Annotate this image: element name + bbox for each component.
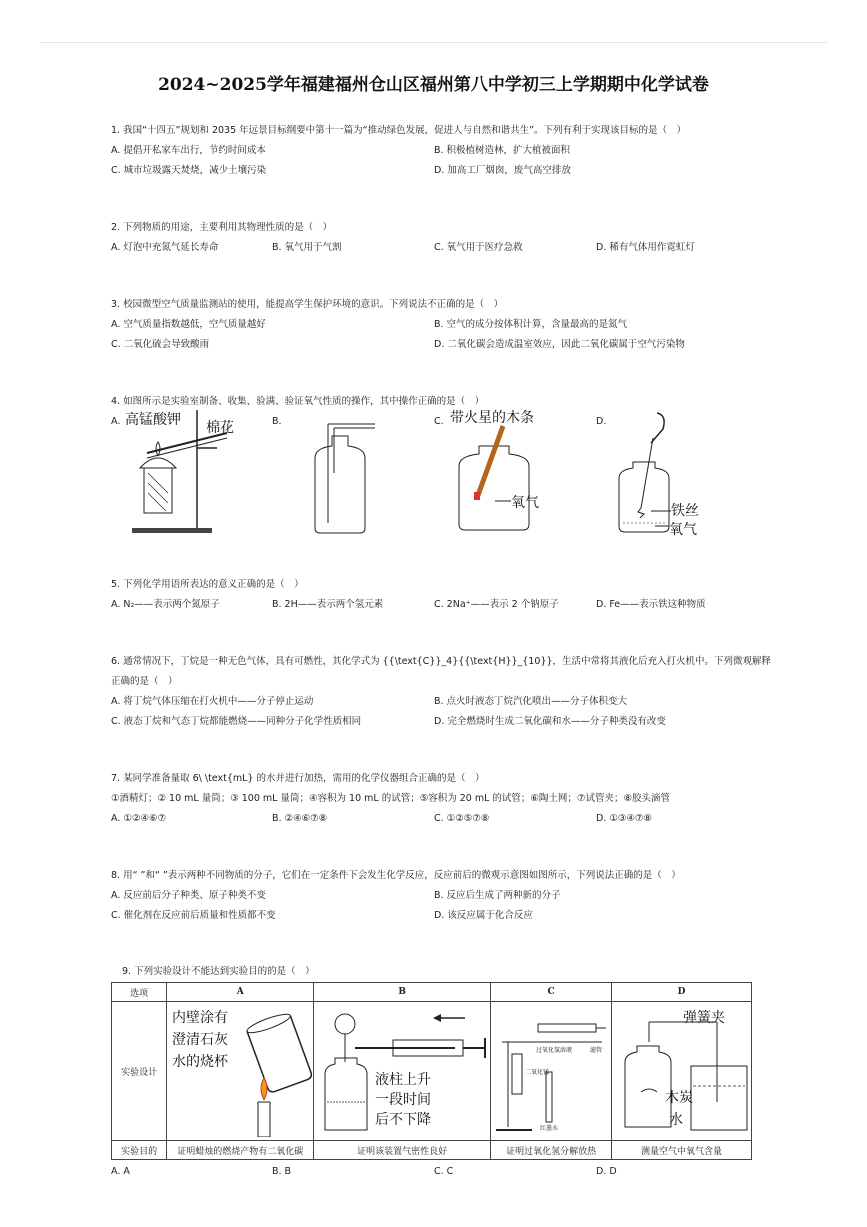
top-divider bbox=[40, 42, 827, 43]
table-row-design bbox=[112, 1002, 752, 1141]
q7-option-c[interactable]: C. ①②⑤⑦⑧ bbox=[434, 813, 490, 824]
q4-figure-b-gas-bottle bbox=[290, 418, 380, 538]
q5-stem: 5. 下列化学用语所表达的意义正确的是（ ） bbox=[111, 579, 304, 590]
q8-option-b[interactable]: B. 反应后生成了两种新的分子 bbox=[434, 890, 561, 901]
q1-option-a[interactable]: A. 提倡开私家车出行，节约时间成本 bbox=[111, 145, 266, 156]
q4-figure-d-iron-wire bbox=[605, 408, 715, 538]
q5-option-c[interactable]: C. 2Na⁺——表示 2 个钠原子 bbox=[434, 599, 559, 610]
table-header-cell: 选项 bbox=[112, 983, 167, 1002]
q1-option-c[interactable]: C. 城市垃圾露天焚烧，减少土壤污染 bbox=[111, 165, 267, 176]
figc-text: 红墨水 bbox=[540, 1125, 559, 1132]
q2-option-c[interactable]: C. 氧气用于医疗急救 bbox=[434, 242, 523, 253]
q3-option-a[interactable]: A. 空气质量指数越低，空气质量越好 bbox=[111, 319, 266, 330]
figd-text: 弹簧夹 bbox=[683, 1010, 726, 1026]
q4-figd-label-iron-wire: 铁丝 bbox=[671, 503, 699, 519]
figc-text: 二氧化锰 bbox=[525, 1069, 550, 1076]
q7-option-d[interactable]: D. ①③④⑦⑧ bbox=[596, 813, 652, 824]
q9-option-d[interactable]: D. D bbox=[596, 1166, 617, 1177]
q4-option-a[interactable]: A. bbox=[111, 416, 121, 427]
q4-option-b[interactable]: B. bbox=[272, 416, 282, 427]
table-header-cell: B bbox=[314, 983, 491, 1002]
q6-option-d[interactable]: D. 完全燃烧时生成二氧化碳和水——分子种类没有改变 bbox=[434, 716, 666, 727]
q5-option-d[interactable]: D. Fe——表示铁这种物质 bbox=[596, 599, 706, 610]
figc-text: 滤管 bbox=[590, 1047, 603, 1054]
goal-cell-c: 证明过氧化氢分解放热 bbox=[491, 1141, 612, 1160]
row-label-goal: 实验目的 bbox=[112, 1141, 167, 1160]
figc-text: 过氧化氢溶液 bbox=[536, 1047, 573, 1054]
figd-text: 水 bbox=[669, 1112, 684, 1128]
table-header-cell: D bbox=[612, 983, 752, 1002]
table-header-row bbox=[112, 983, 752, 1002]
q4-figa-label-cotton: 棉花 bbox=[206, 420, 234, 436]
q6-stem-line1: 6. 通常情况下，丁烷是一种无色气体，具有可燃性，其化学式为 {{\text{C}}_4}{{\text{H}}_{10}}，生活中常将其液化后充入打火机中。下列微观解释 bbox=[111, 656, 772, 667]
q7-option-a[interactable]: A. ①②④⑥⑦ bbox=[111, 813, 166, 824]
q9-option-c[interactable]: C. C bbox=[434, 1166, 454, 1177]
row-label-design: 实验设计 bbox=[112, 1002, 167, 1141]
table-header-cell: C bbox=[491, 983, 612, 1002]
design-cell-c bbox=[491, 1002, 612, 1141]
q8-option-a[interactable]: A. 反应前后分子种类、原子种类不变 bbox=[111, 890, 266, 901]
q2-stem: 2. 下列物质的用途，主要利用其物理性质的是（ ） bbox=[111, 222, 333, 233]
figb-text: 后不下降 bbox=[375, 1112, 432, 1128]
table-row-goal bbox=[112, 1141, 752, 1160]
fig-a-beaker-over-candle bbox=[168, 1002, 312, 1137]
figa-text: 水的烧杯 bbox=[172, 1054, 229, 1070]
goal-cell-b: 证明该装置气密性良好 bbox=[314, 1141, 491, 1160]
q7-stem: 7. 某同学准备量取 6\ \text{mL} 的水并进行加热，需用的化学仪器组合正确的是（ ） bbox=[111, 773, 485, 784]
q8-option-c[interactable]: C. 催化剂在反应前后质量和性质都不变 bbox=[111, 910, 276, 921]
q7-option-b[interactable]: B. ②④⑥⑦⑧ bbox=[272, 813, 328, 824]
q5-option-b[interactable]: B. 2H——表示两个氢元素 bbox=[272, 599, 384, 610]
q4-figure-c-splint-test bbox=[445, 406, 555, 536]
q4-option-d[interactable]: D. bbox=[596, 416, 607, 427]
q6-stem-line2: 正确的是（ ） bbox=[111, 676, 178, 687]
q4-figure-a-heating-apparatus bbox=[122, 408, 242, 538]
q7-instrument-list: ①酒精灯；② 10 mL 量筒；③ 100 mL 量筒；④容积为 10 mL 的试管；⑤容积为 20 mL 的试管；⑥陶土网；⑦试管夹；⑧胶头滴管 bbox=[111, 793, 670, 804]
q3-stem: 3. 校园微型空气质量监测站的使用，能提高学生保护环境的意识。下列说法不正确的是（ ） bbox=[111, 299, 504, 310]
q4-stem: 4. 如图所示是实验室制备、收集、验满、验证氧气性质的操作，其中操作正确的是（ ） bbox=[111, 396, 485, 407]
page-title: 2024~2025学年福建福州仓山区福州第八中学初三上学期期中化学试卷 bbox=[158, 75, 709, 95]
figa-text: 澄清石灰 bbox=[172, 1032, 229, 1048]
q2-option-a[interactable]: A. 灯泡中充氮气延长寿命 bbox=[111, 242, 219, 253]
q4-figd-label-oxygen: 氧气 bbox=[669, 522, 697, 538]
figa-text: 内壁涂有 bbox=[172, 1010, 229, 1026]
goal-cell-a: 证明蜡烛的燃烧产物有二氧化碳 bbox=[167, 1141, 314, 1160]
q4-figc-label-oxygen: 氧气 bbox=[511, 495, 539, 511]
q4-figa-label-kmno4: 高锰酸钾 bbox=[125, 412, 181, 428]
design-cell-b bbox=[314, 1002, 491, 1141]
q2-option-d[interactable]: D. 稀有气体用作霓虹灯 bbox=[596, 242, 695, 253]
q3-option-d[interactable]: D. 二氧化碳会造成温室效应，因此二氧化碳属于空气污染物 bbox=[434, 339, 685, 350]
figb-text: 液柱上升 bbox=[375, 1072, 432, 1088]
design-cell-a bbox=[167, 1002, 314, 1141]
q3-option-b[interactable]: B. 空气的成分按体积计算，含量最高的是氮气 bbox=[434, 319, 628, 330]
figb-text: 一段时间 bbox=[375, 1092, 432, 1108]
q8-stem: 8. 用“ ”和“ ”表示两种不同物质的分子，它们在一定条件下会发生化学反应，反应前后的微观示意图如图所示，下列说法正确的是（ ） bbox=[111, 870, 681, 881]
q4-figc-label-splint: 带火星的木条 bbox=[450, 410, 534, 426]
q9-experiment-table bbox=[111, 982, 752, 1160]
fig-c-decomposition-setup bbox=[492, 1002, 610, 1137]
q6-option-c[interactable]: C. 液态丁烷和气态丁烷都能燃烧——同种分子化学性质相同 bbox=[111, 716, 362, 727]
q1-option-d[interactable]: D. 加高工厂烟囱，废气高空排放 bbox=[434, 165, 571, 176]
q1-option-b[interactable]: B. 积极植树造林，扩大植被面积 bbox=[434, 145, 571, 156]
q9-option-b[interactable]: B. B bbox=[272, 1166, 292, 1177]
fig-d-oxygen-content bbox=[613, 1002, 750, 1137]
q4-option-c[interactable]: C. bbox=[434, 416, 444, 427]
table-header-cell: A bbox=[167, 983, 314, 1002]
q6-option-a[interactable]: A. 将丁烷气体压缩在打火机中——分子停止运动 bbox=[111, 696, 314, 707]
q3-option-c[interactable]: C. 二氧化硫会导致酸雨 bbox=[111, 339, 210, 350]
q8-option-d[interactable]: D. 该反应属于化合反应 bbox=[434, 910, 533, 921]
q1-stem: 1. 我国“十四五”规划和 2035 年远景目标纲要中第十一篇为“推动绿色发展，促进人与自然和谐共生”。下列有利于实现该目标的是（ ） bbox=[111, 125, 686, 136]
goal-cell-d: 测量空气中氧气含量 bbox=[612, 1141, 752, 1160]
q2-option-b[interactable]: B. 氧气用于气割 bbox=[272, 242, 342, 253]
figd-text: 木炭 bbox=[665, 1090, 694, 1106]
fig-b-airtight-syringe bbox=[315, 1002, 489, 1137]
q9-option-a[interactable]: A. A bbox=[111, 1166, 130, 1177]
design-cell-d bbox=[612, 1002, 752, 1141]
q9-stem: 9. 下列实验设计不能达到实验目的的是（ ） bbox=[122, 966, 315, 977]
q6-option-b[interactable]: B. 点火时液态丁烷汽化喷出——分子体积变大 bbox=[434, 696, 628, 707]
q5-option-a[interactable]: A. N₂——表示两个氮原子 bbox=[111, 599, 220, 610]
